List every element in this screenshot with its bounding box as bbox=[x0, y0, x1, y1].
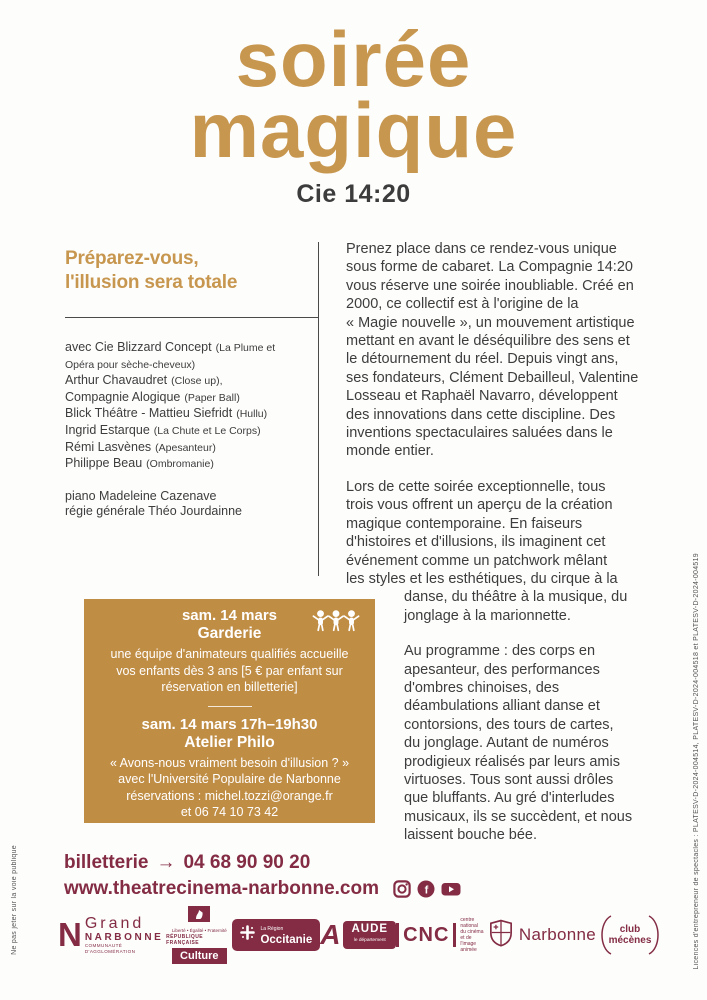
credit-line bbox=[65, 456, 318, 473]
licences-note: Licences d'entrepreneur de spectacles : PLATESV-D-2024-004514, PLATESV-D-2024-004518 et PLATESV-D-2024-004519 bbox=[693, 553, 700, 970]
paragraph-soiree: Lors de cette soirée exceptionnelle, tous trois vous offrent un aperçu de la création magique contemporaine. En faiseurs d'histoires et d'illusions, ils imaginent cet événement comme un patchwork mêlant les styles et les esthétiques, du cirque à la bbox=[346, 478, 618, 587]
culture-label: Culture bbox=[172, 948, 227, 964]
ministere-culture-logo bbox=[166, 906, 232, 964]
aude-logo bbox=[320, 921, 396, 949]
credit-work: (Paper Ball) bbox=[184, 391, 240, 404]
company-name: Cie 14:20 bbox=[296, 180, 411, 208]
occitanie-label: Occitanie bbox=[260, 934, 313, 946]
poster-title bbox=[0, 15, 707, 209]
youtube-icon[interactable] bbox=[441, 880, 461, 898]
aude-sub-label: le département bbox=[353, 938, 386, 943]
website-link[interactable]: www.theatrecinema-narbonne.com bbox=[64, 878, 379, 899]
grand-narbonne-line2: NARBONNE bbox=[84, 931, 164, 943]
grand-narbonne-line3: COMMUNAUTÉ D'AGGLOMÉRATION bbox=[84, 942, 136, 954]
club-mecenes-logo bbox=[596, 912, 664, 958]
culture-republique: RÉPUBLIQUE FRANÇAISE bbox=[166, 934, 203, 946]
credit-work: (Hullu) bbox=[236, 408, 268, 421]
box-divider bbox=[208, 706, 252, 707]
atelier-description: « Avons-nous vraiment besoin d'illusion ? » avec l'Université Populaire de Narbonne réservations : michel.tozzi@orange.fr et 06 74 10 73 42 bbox=[109, 755, 350, 819]
credit-name: Philippe Beau bbox=[65, 456, 143, 471]
credit-line bbox=[65, 440, 318, 457]
do-not-litter-note: Ne pas jeter sur la voie publique bbox=[11, 845, 18, 955]
grand-narbonne-initial: N bbox=[58, 916, 82, 953]
garderie-description: une équipe d'animateurs qualifiés accueille vos enfants dès 3 ans [5 € par enfant sur réservation en billetterie] bbox=[110, 647, 349, 694]
children-holding-hands-icon bbox=[312, 608, 360, 639]
credit-work: (La Plume et bbox=[215, 342, 276, 354]
credit-work: (Close up), bbox=[171, 375, 223, 388]
column-divider bbox=[318, 242, 319, 576]
credit-line bbox=[65, 406, 318, 423]
cnc-sub-label: centre national du cinéma et de l'image animée bbox=[460, 917, 484, 953]
info-box bbox=[84, 599, 375, 823]
club-mecenes-line2: mécènes bbox=[608, 935, 652, 946]
credit-line bbox=[65, 340, 318, 357]
billetterie-label: billetterie bbox=[64, 852, 149, 873]
occitan-cross-icon bbox=[240, 925, 255, 945]
website-line bbox=[64, 876, 461, 902]
credit-name: Compagnie Alogique bbox=[65, 389, 181, 404]
narbonne-label: Narbonne bbox=[518, 925, 596, 944]
grand-narbonne-logo bbox=[58, 916, 166, 955]
occitanie-logo bbox=[232, 919, 320, 951]
narbonne-logo bbox=[489, 919, 596, 952]
occitanie-region-label: La Région bbox=[260, 926, 284, 932]
credit-line bbox=[65, 373, 318, 390]
credit-name: Ingrid Estarque bbox=[65, 422, 150, 437]
facebook-icon[interactable] bbox=[417, 880, 435, 898]
paragraph-programme: Au programme : des corps en apesanteur, des performances d'ombres chinoises, des déambulations alliant danse et contorsions, des tours de cartes, du jonglage. Autant de numéros prodigieux réalisés par leurs amis virtuoses. Tous sont aussi drôles que bluffants. Au gré d'interludes musicaux, ils se succèdent, et nous laissent bouche bée. bbox=[404, 643, 633, 844]
partner-logos bbox=[58, 903, 664, 967]
svg-text:f: f bbox=[424, 884, 429, 897]
credit-line bbox=[65, 423, 318, 440]
aude-label: AUDE bbox=[351, 923, 389, 935]
credit-line bbox=[65, 357, 318, 374]
social-icons bbox=[393, 880, 461, 898]
credit-work: (Ombromanie) bbox=[146, 458, 214, 471]
cnc-label: CNC bbox=[396, 923, 456, 947]
club-mecenes-line1: club bbox=[619, 924, 641, 935]
credit-name: Blick Théâtre - Mattieu Siefridt bbox=[65, 406, 233, 421]
cnc-logo bbox=[396, 917, 489, 953]
edge-note-left bbox=[11, 845, 18, 970]
credit-work: (La Chute et Le Corps) bbox=[153, 424, 261, 437]
tagline-heading: Préparez-vous, l'illusion sera totale bbox=[65, 248, 238, 293]
title-line-2: magique bbox=[189, 86, 518, 174]
left-column bbox=[65, 247, 318, 520]
marianne-icon bbox=[188, 906, 210, 927]
body-text-column bbox=[346, 240, 670, 845]
billetterie-phone: 04 68 90 90 20 bbox=[183, 852, 311, 873]
credit-name: Rémi Lasvènes bbox=[65, 439, 152, 454]
credits-list bbox=[65, 340, 318, 473]
grand-narbonne-line1: Grand bbox=[84, 914, 145, 932]
credit-name: Arthur Chavaudret bbox=[65, 373, 168, 388]
contact-block bbox=[64, 850, 461, 902]
credit-work: Opéra pour sèche-cheveux) bbox=[65, 358, 196, 371]
horizontal-rule bbox=[65, 317, 318, 318]
billetterie-line bbox=[64, 850, 461, 876]
atelier-date: sam. 14 mars 17h–19h30 bbox=[141, 715, 318, 733]
credit-work: (Apesanteur) bbox=[155, 441, 216, 454]
credit-line bbox=[65, 390, 318, 407]
arrow-icon: → bbox=[156, 852, 176, 873]
culture-motto: Liberté • Égalité • Fraternité bbox=[171, 928, 227, 933]
narbonne-shield-icon bbox=[489, 919, 513, 952]
garderie-title: Garderie bbox=[197, 625, 262, 642]
paragraph-soiree-wrapped: danse, du théâtre à la musique, du jonglage à la marionnette. bbox=[404, 589, 628, 624]
edge-note-right bbox=[693, 553, 700, 990]
credit-name: avec Cie Blizzard Concept bbox=[65, 340, 212, 354]
instagram-icon[interactable] bbox=[393, 880, 411, 898]
garderie-date: sam. 14 mars bbox=[181, 607, 278, 624]
aude-initial: A bbox=[320, 919, 341, 950]
atelier-title: Atelier Philo bbox=[184, 733, 275, 751]
staff-credits: piano Madeleine Cazenave régie générale Théo Jourdainne bbox=[65, 488, 242, 519]
paragraph-intro: Prenez place dans ce rendez-vous unique sous forme de cabaret. La Compagnie 14:20 vous réserve une soirée inoubliable. Créé en 2000, ce collectif est à l'origine de la « Magie nouvelle », un mouvement artistique mettant en avant le déséquilibre des sens et le détournement du réel. Depuis vingt ans, ses fondateurs, Clément Debailleul, Valentine Losseau et Raphaël Navarro, développent des innovations dans cette discipline. Des inventions spectaculaires saluées dans le monde entier. bbox=[346, 241, 639, 460]
title-line-1: soirée bbox=[235, 15, 472, 103]
